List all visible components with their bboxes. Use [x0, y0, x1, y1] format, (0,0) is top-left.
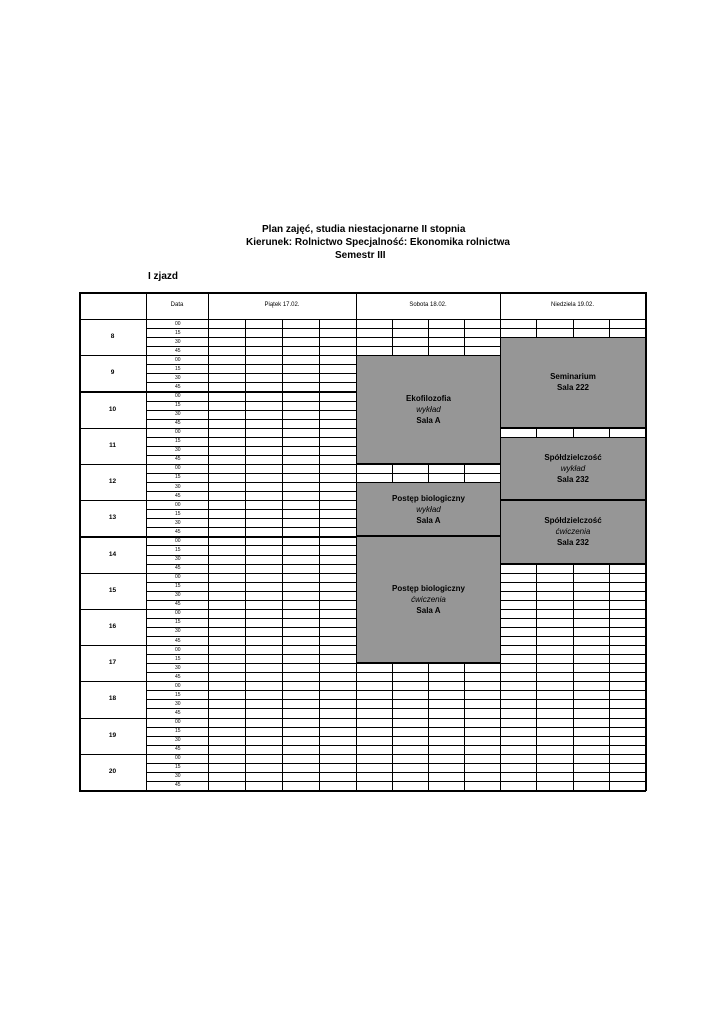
- minute-label: 00: [175, 465, 181, 472]
- minute-label: 45: [175, 420, 181, 427]
- minute-label: 30: [175, 737, 181, 744]
- minute-label: 15: [175, 728, 181, 735]
- class-block-text: [544, 452, 601, 485]
- minute-label: 45: [175, 746, 181, 753]
- minute-label: 00: [175, 392, 181, 399]
- hour-divider: [79, 754, 146, 755]
- hour-label: 17: [108, 659, 117, 667]
- class-room: Sala A: [416, 515, 441, 525]
- minute-label: 45: [175, 601, 181, 608]
- semester-line: Semestr III: [335, 250, 386, 261]
- hour-label: 19: [108, 731, 117, 739]
- minute-label: 00: [175, 682, 181, 689]
- hour-divider: [79, 391, 146, 392]
- class-title: Spółdzielczość: [544, 516, 602, 526]
- class-type: wykład: [416, 504, 441, 514]
- minute-label: 45: [175, 565, 181, 572]
- hour-label: 20: [108, 767, 117, 775]
- minute-label: 15: [175, 365, 181, 372]
- class-room: Sala 232: [556, 538, 589, 548]
- table-border: [79, 292, 81, 790]
- minute-label: 15: [175, 402, 181, 409]
- minute-label: 30: [175, 447, 181, 454]
- class-title: Postęp biologiczny: [392, 493, 465, 503]
- row-divider: [146, 328, 645, 329]
- class-title: Spółdzielczość: [544, 452, 602, 462]
- program-line: Kierunek: Rolnictwo Specjalność: Ekonomika rolnictwa: [246, 237, 510, 248]
- minute-label: 30: [175, 773, 181, 780]
- hour-divider: [79, 536, 146, 537]
- minute-label: 15: [175, 329, 181, 336]
- class-block-text: [406, 393, 451, 426]
- class-block: [356, 536, 501, 663]
- minute-label: 15: [175, 474, 181, 481]
- minute-label: 45: [175, 528, 181, 535]
- minute-label: 15: [175, 510, 181, 517]
- class-block: [500, 500, 646, 563]
- date-header: Data: [170, 302, 184, 308]
- hour-label: 18: [108, 695, 117, 703]
- minute-label: 15: [175, 691, 181, 698]
- minute-label: 30: [175, 483, 181, 490]
- minute-label: 30: [175, 338, 181, 345]
- class-type: wykład: [416, 405, 441, 415]
- minute-label: 30: [175, 411, 181, 418]
- minute-label: 30: [175, 592, 181, 599]
- minute-label: 45: [175, 782, 181, 789]
- class-block: [500, 337, 646, 428]
- hour-label: 16: [108, 622, 117, 630]
- row-divider: [146, 690, 645, 691]
- class-block-text: [550, 371, 596, 393]
- hour-divider: [79, 428, 146, 429]
- row-divider: [146, 772, 645, 773]
- minute-label: 30: [175, 628, 181, 635]
- class-block-text: [392, 583, 465, 616]
- column-divider: [208, 292, 209, 790]
- row-divider: [146, 663, 645, 664]
- hour-divider: [146, 718, 645, 719]
- hour-divider: [146, 681, 645, 682]
- minute-label: 15: [175, 546, 181, 553]
- minute-label: 45: [175, 709, 181, 716]
- hour-label: 10: [108, 405, 117, 413]
- minute-label: 00: [175, 501, 181, 508]
- minute-label: 00: [175, 755, 181, 762]
- hour-label: 12: [108, 478, 117, 486]
- class-room: Sala A: [416, 416, 441, 426]
- row-divider: [146, 708, 645, 709]
- minute-label: 00: [175, 429, 181, 436]
- column-divider: [146, 292, 147, 790]
- minute-label: 30: [175, 664, 181, 671]
- minute-label: 15: [175, 655, 181, 662]
- class-block: [356, 355, 501, 464]
- session-label: I zjazd: [148, 271, 179, 282]
- day-header-friday: Piątek 17.02.: [264, 302, 300, 308]
- table-border: [79, 790, 646, 792]
- row-divider: [146, 699, 645, 700]
- minute-label: 00: [175, 574, 181, 581]
- class-type: ćwiczenia: [555, 527, 591, 537]
- minute-label: 30: [175, 556, 181, 562]
- hour-label: 9: [110, 369, 115, 377]
- hour-divider: [79, 718, 146, 719]
- class-block: [356, 482, 501, 536]
- hour-divider: [146, 754, 645, 755]
- class-room: Sala A: [416, 606, 441, 616]
- row-divider: [146, 745, 645, 746]
- minute-label: 45: [175, 637, 181, 644]
- class-block: [500, 437, 646, 500]
- minute-label: 00: [175, 719, 181, 726]
- minute-label: 30: [175, 519, 181, 526]
- minute-label: 00: [175, 356, 181, 363]
- class-block-text: [392, 493, 465, 526]
- class-type: ćwiczenia: [411, 595, 446, 605]
- minute-label: 45: [175, 347, 181, 354]
- hour-divider: [79, 355, 146, 356]
- minute-label: 30: [175, 700, 181, 707]
- hour-divider: [79, 500, 146, 501]
- minute-label: 15: [175, 583, 181, 590]
- minute-label: 45: [175, 456, 181, 463]
- day-header-sunday: Niedziela 19.02.: [550, 302, 595, 308]
- hour-label: 14: [108, 550, 117, 558]
- class-title: Postęp biologiczny: [392, 584, 465, 594]
- hour-divider: [79, 464, 146, 465]
- class-title: Ekofilozofia: [406, 394, 451, 404]
- row-divider: [146, 672, 645, 673]
- minute-label: 30: [175, 374, 181, 381]
- minute-label: 45: [175, 492, 181, 499]
- row-divider: [146, 763, 645, 764]
- table-border: [79, 292, 646, 294]
- minute-label: 15: [175, 764, 181, 771]
- hour-label: 11: [109, 441, 116, 449]
- minute-label: 00: [175, 320, 181, 327]
- class-title: Seminarium: [550, 372, 596, 382]
- minute-label: 00: [175, 610, 181, 617]
- class-type: wykład: [560, 463, 586, 473]
- minute-label: 45: [175, 383, 181, 390]
- minute-label: 45: [175, 673, 181, 680]
- hour-label: 13: [108, 514, 117, 522]
- row-divider: [146, 727, 645, 728]
- minute-label: 15: [175, 438, 181, 445]
- class-block-text: [544, 515, 601, 548]
- hour-divider: [79, 645, 146, 646]
- hour-divider: [79, 609, 146, 610]
- class-room: Sala 222: [556, 383, 589, 393]
- minute-label: 15: [175, 619, 181, 626]
- row-divider: [146, 736, 645, 737]
- minute-label: 00: [175, 537, 181, 544]
- hour-label: 8: [110, 333, 115, 341]
- hour-divider: [79, 573, 146, 574]
- day-header-saturday: Sobota 18.02.: [409, 302, 447, 308]
- minute-label: 00: [175, 646, 181, 653]
- header-divider: [79, 319, 645, 320]
- class-room: Sala 232: [556, 474, 589, 484]
- hour-label: 15: [108, 586, 117, 594]
- row-divider: [146, 781, 645, 782]
- hour-divider: [79, 681, 146, 682]
- plan-title: Plan zajęć, studia niestacjonarne II stopnia: [262, 224, 466, 235]
